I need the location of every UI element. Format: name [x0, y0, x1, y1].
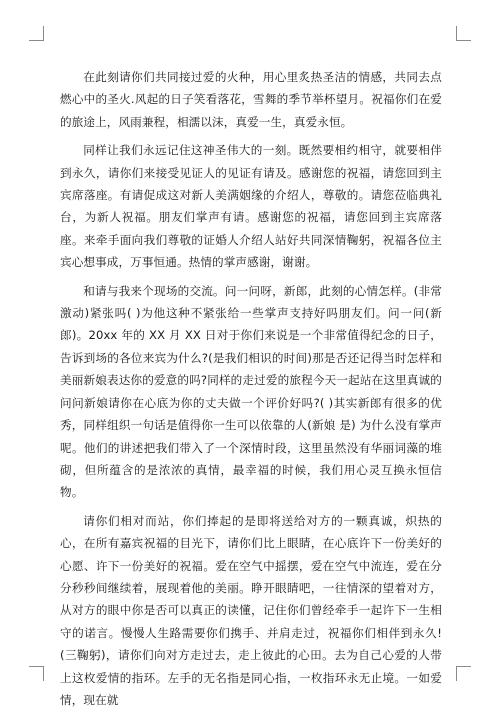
paragraph-1: 在此刻请你们共同接过爱的火种，用心里炙热圣洁的情感，共同去点燃心中的圣火.风起的日子笑看落花，雪舞的季节举杯望月。祝福你们在爱的旅途上，风雨兼程，相濡以沫，真爱一生，真爱永恒。 [60, 70, 442, 129]
paragraph-2: 同样让我们永远记住这神圣伟大的一刻。既然要相约相守，就要相伴到永久，请你们来接受见证人的见证有请及。感谢您的祝福，请您回到主宾席落座。有请促成这对新人美满姻缘的介绍人，尊敬的。请您莅临典礼台，为新人祝福。朋友们掌声有请。感谢您的祝福，请您回到主宾席落座。来牵手面向我们尊敬的证婚人介绍人站好共同深情鞠躬，祝福各位主宾心想事成，万事恒通。热情的掌声感谢，谢谢。 [60, 143, 442, 270]
crop-mark-bottom-left [29, 666, 44, 681]
paragraph-3: 和请与我来个现场的交流。问一问呀，新郎，此刻的心情怎样。(非常激动)紧张吗( )为他这种不紧张给一些掌声支持好吗朋友们。问一问(新郎)。20xx 年的 XX 月 XX 日对于你们来说是一个非常值得纪念的日子，告诉到场的各位来宾为什么?(是我们相识的时间)那是否还记得当时怎样和美丽新娘表达你的爱意的吗?同样的走过爱的旅程今天一起站在这里真诚的问问新娘请你在心底为你的丈夫做一个评价好吗?( )其实新郎有很多的优秀，同样组织一句话是值得你一生可以依靠的人(新娘 是) 为什么没有掌声呢。他们的讲述把我们带入了一个深情时段，这里虽然没有华丽词藻的堆砌，但所蕴含的是浓浓的真情，最幸福的时候，我们用心灵互换永恒信物。 [60, 283, 442, 500]
crop-mark-top-right [456, 26, 471, 41]
paragraph-4: 请你们相对而站，你们捧起的是即将送给对方的一颗真诚，炽热的心，在所有嘉宾祝福的目光下，请你们比上眼睛，在心底许下一份美好的心愿、许下一份美好的祝福。爱在空气中摇摆，爱在空气中流连，爱在分分秒秒间继续着，展现着他的美丽。睁开眼睛吧，一往情深的望着对方，从对方的眼中你是否可以真正的读懂，记住你们曾经牵手一起许下一生相守的诺言。慢慢人生路需要你们携手、并肩走过，祝福你们相伴到永久!(三鞠躬)，请你们向对方走过去，走上彼此的心田。去为自己心爱的人带上这枚爱情的指环。左手的无名指是同心指，一枚指环永无止境。一如爱情，现在就 [60, 513, 442, 707]
document-body [60, 66, 442, 717]
crop-mark-top-left [29, 26, 44, 41]
crop-mark-bottom-right [456, 666, 471, 681]
